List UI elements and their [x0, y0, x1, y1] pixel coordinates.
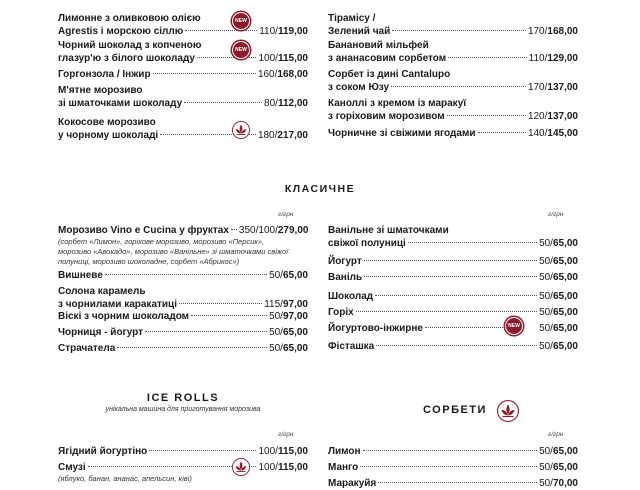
menu-item [328, 255, 578, 268]
item-name: Шоколад [328, 291, 374, 302]
item-name-line2: свіжої полуниці [328, 238, 406, 249]
unit-label: г/грн [548, 431, 564, 438]
item-price: 180/217,00 [257, 130, 308, 141]
item-name: Тірамісу / [328, 13, 376, 24]
unit-label: г/грн [548, 211, 564, 218]
item-name: Ваніль [328, 272, 363, 283]
item-name: Солона карамель [58, 286, 146, 297]
item-description: (сорбет «Лимон», горіхове морозиво, морозиво «Персик», морозиво «Авокадо», морозиво «Ванільне» зі шматочками свіжої полуниці, морозиво шоколадне, сорбет «Абрикос») [58, 237, 288, 266]
item-price: 50/65,00 [539, 341, 578, 352]
menu-item [58, 310, 308, 323]
item-price: 80/112,00 [264, 98, 308, 109]
item-name: Смузі [58, 462, 86, 473]
item-price: 50/65,00 [539, 272, 578, 283]
menu-item [58, 445, 308, 458]
item-name: Горіх [328, 307, 354, 318]
item-name: Чорний шоколад з копченою [58, 40, 202, 51]
item-name: Ванільне зі шматочками [328, 225, 449, 236]
menu-item [328, 271, 578, 284]
menu-item [328, 290, 578, 303]
item-price: 50/65,00 [539, 238, 578, 249]
menu-item [58, 326, 308, 339]
item-name-line2: у чорному шоколаді [58, 130, 159, 141]
item-name: Фісташка [328, 341, 375, 352]
item-name: Вишневе [58, 270, 103, 281]
item-price: 115/97,00 [264, 299, 308, 310]
new-badge: NEW [232, 41, 250, 59]
menu-item [328, 461, 578, 474]
item-price: 50/70,00 [539, 478, 578, 489]
item-price: 100/115,00 [258, 446, 308, 457]
item-price: 50/65,00 [539, 462, 578, 473]
unit-label: г/грн [278, 431, 294, 438]
menu-item [328, 322, 578, 335]
item-name: Ягідний йогуртіно [58, 446, 148, 457]
item-price: 50/65,00 [539, 446, 578, 457]
item-price: 110/129,00 [528, 53, 578, 64]
menu-item [58, 285, 308, 311]
item-name-line2: з горіховим морозивом [328, 111, 445, 122]
menu-item [328, 224, 578, 250]
item-name-line2: зі шматочками шоколаду [58, 98, 183, 109]
menu-item [328, 306, 578, 319]
item-price: 50/65,00 [539, 256, 578, 267]
item-name-line2: з соком Юзу [328, 82, 390, 93]
item-name-line2: Agrestis і морскою сіллю [58, 26, 184, 37]
menu-item [328, 12, 578, 38]
item-price: 100/115,00 [258, 462, 308, 473]
item-name: Маракуйя [328, 478, 377, 489]
item-name: Чорничне зі свіжими ягодами [328, 128, 476, 139]
item-name-line2: глазур'ю з білого шоколаду [58, 53, 195, 64]
item-price: 50/97,00 [269, 311, 308, 322]
menu-item [328, 39, 578, 65]
menu-item [58, 116, 308, 142]
item-name-line2: з чорнилами каракатиці [58, 299, 177, 310]
lotus-icon [497, 400, 519, 422]
item-name: М'ятне морозиво [58, 85, 143, 96]
menu-item [328, 97, 578, 123]
unit-label: г/грн [278, 211, 294, 218]
item-name: Лимонне з оливковою олією [58, 13, 201, 24]
new-badge: NEW [505, 317, 523, 335]
item-price: 170/137,00 [527, 82, 578, 93]
item-price: 120/137,00 [527, 111, 578, 122]
item-name-line2: Зелений чай [328, 26, 391, 37]
item-name-line2: з ананасовим сорбетом [328, 53, 447, 64]
item-name: Морозиво Vino e Cucina у фруктах [58, 225, 229, 236]
menu-item [58, 12, 308, 38]
item-name: Банановий мільфей [328, 40, 429, 51]
menu-item [58, 342, 308, 355]
menu-item [328, 477, 578, 490]
item-price: 160/168,00 [257, 69, 308, 80]
item-name: Страчатела [58, 343, 116, 354]
item-name: Сорбет із дині Cantalupo [328, 69, 451, 80]
item-price: 50/65,00 [269, 343, 308, 354]
menu-item [328, 445, 578, 458]
item-price: 50/65,00 [269, 327, 308, 338]
lotus-icon [232, 458, 250, 476]
item-name: Манго [328, 462, 359, 473]
item-name: Лимон [328, 446, 361, 457]
item-name: Йогурт [328, 256, 362, 267]
item-name: Каноллі з кремом із маракуї [328, 98, 467, 109]
section-title-ice-rolls: ICE ROLLS [146, 392, 220, 404]
menu-item [58, 68, 308, 81]
menu-item [58, 224, 308, 267]
item-name: Кокосове морозиво [58, 117, 156, 128]
item-price: 110/119,00 [259, 26, 308, 37]
item-price: 100/115,00 [258, 53, 308, 64]
item-price: 50/65,00 [539, 323, 578, 334]
menu-item [58, 461, 308, 484]
menu-item [58, 269, 308, 282]
item-name: Віскі з чорним шоколадом [58, 311, 190, 322]
item-price: 50/65,00 [269, 270, 308, 281]
item-price: 170/168,00 [527, 26, 578, 37]
menu-item [58, 39, 308, 65]
section-subtitle: унікальна машина для приготування морозива [105, 406, 261, 413]
item-description: (яблуко, банан, ананас, апельсин, ківі) [58, 474, 192, 483]
menu-item [328, 340, 578, 353]
section-title-sorbets: СОРБЕТИ [423, 404, 487, 416]
menu-item [58, 84, 308, 110]
item-name: Чорниця - йогурт [58, 327, 144, 338]
section-title-classic: КЛАСИЧНЕ [284, 183, 356, 195]
new-badge: NEW [232, 12, 250, 30]
item-price: 50/65,00 [539, 307, 578, 318]
item-name: Йогуртово-інжирне [328, 323, 423, 334]
item-name: Горгонзола / Інжир [58, 69, 151, 80]
lotus-icon [232, 121, 250, 139]
menu-item [328, 127, 578, 140]
menu-item [328, 68, 578, 94]
item-price: 140/145,00 [527, 128, 578, 139]
item-price: 350/100/279,00 [238, 225, 309, 236]
item-price: 50/65,00 [539, 291, 578, 302]
